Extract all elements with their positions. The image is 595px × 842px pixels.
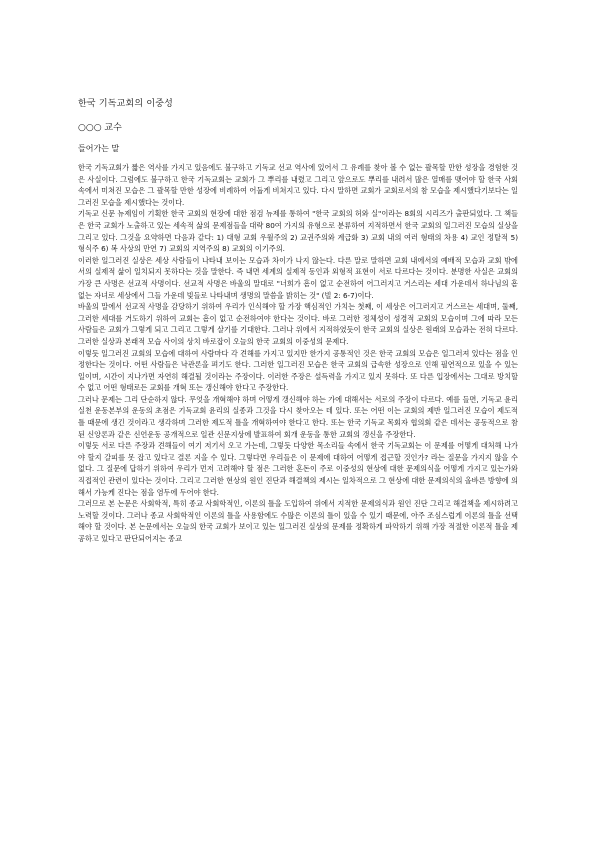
- paragraph: 한국 기독교회가 짧은 역사를 가지고 있음에도 불구하고 기독교 선교 역사에 있어서 그 유례를 찾아 볼 수 없는 괄목할 만한 성장을 경험한 것은 사실이다. 그럼에도 불구하고 한국 기독교회는 교회가 그 뿌리를 내렸고 그리고 앞으로도 뿌리를 내려서 많은 열매를 맺어야 할 한국 사회 속에서 미쳐진 모습은 그 괄목할 만한 성장에 비례하여 어둡게 비쳐지고 있다. 다시 말하면 교회가 교회로서의 참 모습을 제시했다기보다는 일그러진 모습을 제시했다는 것이다.: [78, 163, 518, 207]
- paragraph: 바울의 말에서 선교적 사명을 감당하기 위하여 우리가 인식해야 할 가장 핵심적인 가치는 첫째, 이 세상은 어그러지고 거스르는 세대며, 둘째, 그러한 세대를 거도하기 위하여 교회는 흠이 없고 순전하여야 한다는 것이다. 바로 그러한 정체성이 성경적 교회의 모습이며 그에 따라 모든 사람들은 교회가 그렇게 되고 그리고 그렇게 살기를 기대한다. 그러나 위에서 지적하였듯이 한국 교회의 실상은 원래의 모습과는 전혀 다르다. 그러한 실상과 본래적 모습 사이의 상치 바로잡이 오늘의 한국 교회의 이중성의 문제다.: [78, 302, 518, 346]
- paragraph: 이러한 일그러진 실상은 세상 사람들이 나타내 보이는 모습과 차이가 나지 않는다. 다른 말로 말하면 교회 내에서의 예배적 모습과 교회 밖에서의 실제적 삶이 일치되지 못하다는 것을 말한다. 즉 내면 세계의 실제적 동인과 외형적 표현이 서로 다르다는 것이다. 분명한 사실은 교회의 가장 큰 사명은 선교적 사명이다. 선교적 사명은 바울의 말대로 "너희가 흠이 없고 순전하여 어그러지고 거스리는 세대 가운데서 하나님의 흠 없는 자녀로 세상에서 그들 가운데 빛들로 나타내며 생명의 말씀을 밝히는 것" (빌 2: 6-7)이다.: [78, 255, 518, 300]
- paragraph: 그러므로 본 논문은 사회학적, 특히 종교 사회학적인, 이론의 틀을 도입하여 위에서 지적한 문제의식과 원인 진단 그리고 해결책을 제시하려고 노력할 것이다. 그러나 종교 사회학적인 이론의 틀을 사용함에도 수많은 이론의 틀이 있을 수 있기 때문에, 아주 조심스럽게 이론의 틀을 선택해야 할 것이다. 본 논문에서는 오늘의 한국 교회가 보이고 있는 일그러진 실상의 문제를 정확하게 파악하기 위해 가장 적절한 이론적 틀을 제공하고 있다고 판단되어지는 종교: [78, 499, 518, 543]
- paragraph: 이렇듯 일그러진 교회의 모습에 대하여 사람마다 각 견해를 가지고 있지만 한가지 공통적인 것은 한국 교회의 모습은 일그러져 있다는 점을 인정한다는 것이다. 어떤 사람들은 낙관론을 펴기도 한다. 그러한 일그러진 모습은 한국 교회의 급속한 성장으로 인해 필연적으로 있을 수 있는 일이며, 시간이 지나가면 자연히 해결될 것이라는 주장이다. 이러한 주장은 설득력을 가지고 있지 못하다. 또 다른 입장에서는 그대로 방치할 수 없고 어떤 형태로든 교회를 개혁 또는 갱신해야 한다고 주장한다.: [78, 348, 518, 393]
- paragraph: 그러나 문제는 그리 단순하지 않다. 무엇을 개혁해야 하며 어떻게 갱신해야 하는 가에 대해서는 서로의 주장이 다르다. 예를 들면, 기독교 윤리 실천 운동본부의 운동의 초점은 기독교회 윤리의 실종과 그것을 다시 찾아오는 데 있다. 또는 어떤 이는 교회의 제반 일그러진 모습이 제도적 틀 때문에 생긴 것이라고 생각하며 그러한 제도적 틀을 개혁하여야 한다고 한다. 또는 한국 기독교 목회자 협의회 같은 데서는 공동적으로 참된 신앙론과 같은 신언운동 공개적으로 일관 신문지상에 발표하여 회개 운동을 통한 교회의 갱신을 주장한다.: [78, 394, 518, 439]
- document-title: 한국 기독교회의 이중성: [78, 99, 174, 109]
- body-text: [78, 162, 518, 545]
- paragraph: 이렇듯 서로 다른 주장과 견해들이 여기 저기서 오고 가는데, 그렇듯 다양한 목소리들 속에서 한국 기독교회는 이 문제를 어떻게 대처해 나가야 할지 갈피를 못 잡고 있다고 결론 지을 수 있다. 그렇다면 우리들은 이 문제에 대하여 어떻게 접근할 것인가? 라는 질문을 가지지 않을 수 없다. 그 질문에 답하기 위하여 우리가 먼저 고려해야 할 점은 그러한 혼돈이 주로 이중성의 현상에 대한 문제의식을 어떻게 가지고 있는가와 직접적인 관련이 있다는 것이다. 그리고 그러한 현상의 원인 진단과 해결책의 제시는 일차적으로 그 현상에 대한 문제의식의 올바른 방향에 의해서 가능케 진다는 점을 염두에 두어야 한다.: [78, 441, 518, 497]
- author-line: ○○○ 교수: [78, 123, 122, 133]
- section-heading: 들어가는 말: [78, 144, 120, 153]
- paragraph: 기독교 신문 뉴제임이 기획한 한국 교회의 현장에 대한 점검 뉴제를 통하여 "한국 교회의 허와 실"이라는 8회의 시리즈가 출판되었다. 그 책들은 한국 교회가 노출하고 있는 세속적 삶의 문제점들을 대략 80여 가지의 유형으로 분류하여 지적하면서 한국 교회의 일그러진 모습의 실상을 그리고 있다. 그것을 요약하면 다음과 같다: 1) 대형 교회 우월주의 2) 교권주의와 계급화 3) 교회 내의 여러 형태의 차용 4) 교인 정탈적 5) 형식주 6) 복 사상의 만연 7) 교회의 지역주의 8) 교회의 이기주의.: [78, 209, 518, 254]
